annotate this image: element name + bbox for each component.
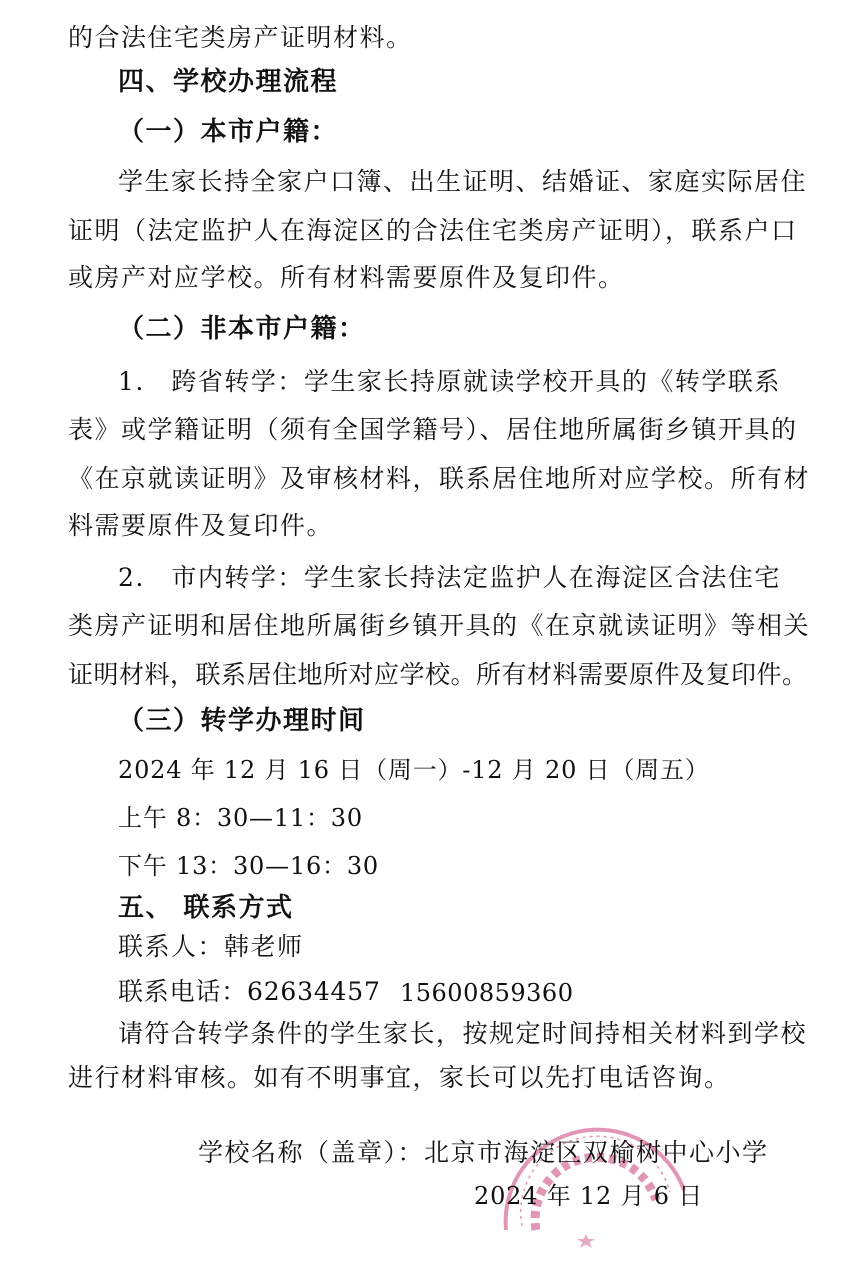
closing-line: 进行材料审核。如有不明事宜，家长可以先打电话咨询。 <box>68 1063 731 1092</box>
list-item-line: 证明材料，联系居住地所对应学校。所有材料需要原件及复印件。 <box>68 660 808 689</box>
closing-line: 请符合转学条件的学生家长，按规定时间持相关材料到学校 <box>118 1019 808 1048</box>
contact-person: 联系人：韩老师 <box>118 932 304 961</box>
afternoon-hours: 下午 13：30—16：30 <box>118 852 379 880</box>
subheading-nonlocal-hukou: （二）非本市户籍： <box>118 314 366 344</box>
paragraph-line: 学生家长持全家户口簿、出生证明、结婚证、家庭实际居住 <box>118 167 808 196</box>
school-name-signature: 学校名称（盖章）：北京市海淀区双榆树中心小学 <box>198 1138 769 1167</box>
section-5-heading: 五、 联系方式 <box>118 893 294 923</box>
subheading-local-hukou: （一）本市户籍： <box>118 117 339 147</box>
official-seal-icon <box>488 1080 703 1260</box>
paragraph-line: 证明（法定监护人在海淀区的合法住宅类房产证明），联系户口 <box>68 216 798 245</box>
morning-hours: 上午 8：30—11：30 <box>118 804 363 832</box>
list-item-line: 表》或学籍证明（须有全国学籍号）、居住地所属街乡镇开具的 <box>68 415 798 444</box>
list-item-line: 2. 市内转学：学生家长持法定监护人在海淀区合法住宅 <box>118 563 781 592</box>
paragraph-line: 或房产对应学校。所有材料需要原件及复印件。 <box>68 263 625 292</box>
contact-phone: 联系电话：62634457 <box>118 977 381 1006</box>
list-item-line: 1. 跨省转学：学生家长持原就读学校开具的《转学联系 <box>118 367 781 396</box>
list-item-line: 类房产证明和居住地所属街乡镇开具的《在京就读证明》等相关 <box>68 611 811 640</box>
continuation-line: 的合法住宅类房产证明材料。 <box>68 23 413 52</box>
section-4-heading: 四、学校办理流程 <box>118 67 339 97</box>
date-range: 2024 年 12 月 16 日（周一）-12 月 20 日（周五） <box>118 756 710 784</box>
list-item-line: 《在京就读证明》及审核材料，联系居住地所对应学校。所有材 <box>68 464 811 493</box>
list-item-line: 料需要原件及复印件。 <box>68 511 334 540</box>
contact-mobile: 15600859360 <box>400 979 574 1007</box>
signature-date: 2024 年 12 月 6 日 <box>474 1182 704 1210</box>
subheading-transfer-time: （三）转学办理时间 <box>118 706 366 736</box>
